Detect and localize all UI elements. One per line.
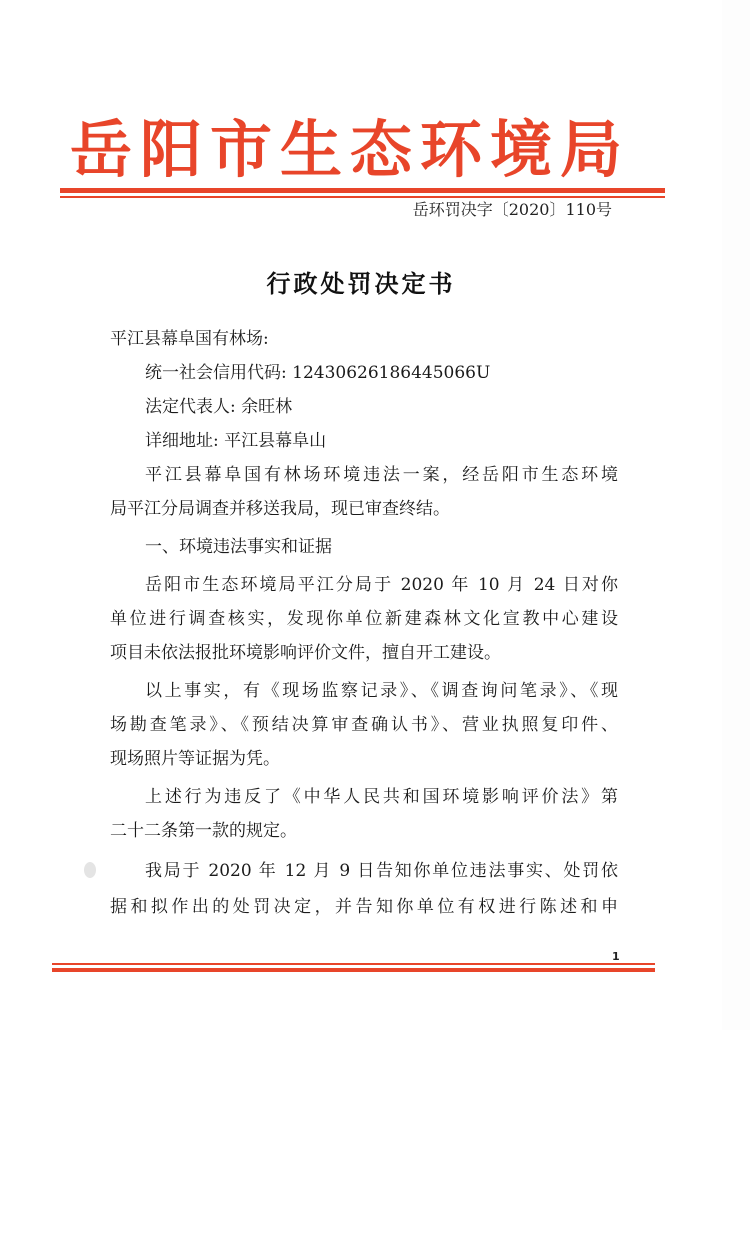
blank-area: [0, 1030, 750, 1235]
document-heading: 行政处罚决定书: [266, 269, 456, 298]
paragraph-line: 现场照片等证据为凭。: [110, 749, 280, 769]
recipient-name: 平江县幕阜国有林场:: [110, 329, 269, 349]
letterhead-red-rule-thick: [60, 188, 665, 193]
scan-blemish: [84, 862, 96, 878]
agency-letterhead-title: 岳阳市生态环境局: [69, 113, 630, 186]
page-edge: [722, 0, 750, 1030]
paragraph-line: 场勘查笔录》、《预结决算审查确认书》、营业执照复印件、: [110, 715, 618, 735]
recipient-legal-representative: 法定代表人: 余旺林: [145, 397, 293, 417]
paragraph-line: 单位进行调查核实，发现你单位新建森林文化宣教中心建设: [110, 609, 618, 629]
paragraph-line: 局平江分局调查并移送我局，现已审查终结。: [110, 499, 450, 519]
recipient-credit-code: 统一社会信用代码: 12430626186445066U: [145, 363, 491, 383]
footer-red-rule-thin: [52, 963, 655, 965]
paragraph-line: 我局于 2020 年 12 月 9 日告知你单位违法事实、处罚依: [145, 861, 618, 881]
footer-red-rule-thick: [52, 968, 655, 972]
page-number: 1: [612, 950, 620, 963]
paragraph-line: 二十二条第一款的规定。: [110, 821, 297, 841]
paragraph-line: 岳阳市生态环境局平江分局于 2020 年 10 月 24 日对你: [145, 575, 618, 595]
paragraph-line: 以上事实，有《现场监察记录》、《调查询问笔录》、《现: [145, 681, 618, 701]
paragraph-line: 项目未依法报批环境影响评价文件，擅自开工建设。: [110, 643, 501, 663]
paragraph-line: 上述行为违反了《中华人民共和国环境影响评价法》第: [145, 787, 618, 807]
section-heading: 一、环境违法事实和证据: [145, 537, 332, 557]
paragraph-line: 据和拟作出的处罚决定，并告知你单位有权进行陈述和申: [110, 897, 618, 917]
recipient-address: 详细地址: 平江县幕阜山: [145, 431, 327, 451]
paragraph-line: 平江县幕阜国有林场环境违法一案，经岳阳市生态环境: [145, 465, 618, 485]
document-number: 岳环罚决字〔2020〕110号: [412, 200, 612, 219]
